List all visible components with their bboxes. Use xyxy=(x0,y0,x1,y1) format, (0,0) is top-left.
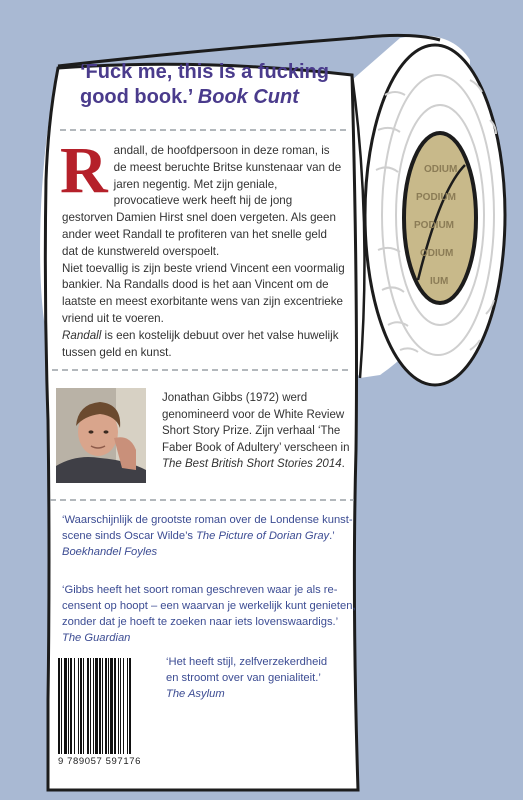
barcode-bar xyxy=(74,658,75,754)
review-text: ‘Waarschijnlijk de grootste roman over de Londense kunstscene sinds Oscar Wilde’s xyxy=(62,514,353,542)
barcode-bar xyxy=(95,658,98,754)
barcode-bar xyxy=(87,658,89,754)
author-bio xyxy=(162,390,352,473)
barcode-bar xyxy=(129,658,131,754)
barcode-bar xyxy=(118,658,119,754)
synopsis-paragraph-1 xyxy=(60,134,345,261)
headline-quote-text: ‘Fuck me, this is a fucking good book.’ xyxy=(80,61,329,108)
barcode-bar xyxy=(93,658,94,754)
author-bio-book: The Best British Short Stories 2014 xyxy=(162,458,342,470)
barcode-bar xyxy=(61,658,62,754)
review-source: Boekhandel Foyles xyxy=(62,546,158,558)
barcode-bar xyxy=(83,658,84,754)
review-text-end: .’ xyxy=(329,530,335,542)
barcode-bar xyxy=(108,658,109,754)
barcode-bar xyxy=(80,658,82,754)
headline-quote xyxy=(80,60,370,110)
barcode-bar xyxy=(58,658,60,754)
review-source: The Asylum xyxy=(166,688,225,700)
review-text: ‘Gibbs heeft het soort roman geschreven waar je als recensent op hoopt – een waarvan je werkelijk kunt genieten, zonder dat je hoeft te zoeken naar iets lovenswaardigs.’ xyxy=(62,584,356,628)
review-source: The Guardian xyxy=(62,632,131,644)
barcode-bar xyxy=(110,658,113,754)
synopsis-paragraph-2: Niet toevallig is zijn beste vriend Vincent een voormalig bankier. Na Randalls dood is het aan Vincent om de laatste en meest exorbitante wens van zijn excentrieke vriend uit te voeren. xyxy=(62,261,345,325)
core-stamp: ODIUM xyxy=(420,248,454,259)
barcode-bar xyxy=(123,658,124,754)
barcode-bar xyxy=(120,658,121,754)
isbn-number: 9 789057 597176 xyxy=(58,756,141,767)
core-stamp: ODIUM xyxy=(424,164,458,175)
review-text: ‘Het heeft stijl, zelfverzekerdheid en stroomt over van genialiteit.’ xyxy=(166,656,328,684)
synopsis-text-3: is een kostelijk debuut over het valse huwelijk tussen geld en kunst. xyxy=(62,328,339,359)
drop-cap: R xyxy=(60,134,108,207)
barcode-bar xyxy=(105,658,107,754)
synopsis-book-title: Randall xyxy=(62,328,102,342)
synopsis xyxy=(60,134,345,361)
author-photo xyxy=(56,388,146,483)
review-quote xyxy=(62,582,357,646)
review-quote xyxy=(62,512,357,560)
synopsis-text-1: andall, de hoofdpersoon in deze roman, is de meest beruchte Britse kunstenaar van de jaren negentig. Met zijn geniale, provocatieve werk heeft hij de jong gestorven Damien Hirst snel doen vergeten. Als geen ander weet Randall te profiteren van het snelle geld dat de kunstwereld overspoelt. xyxy=(62,144,342,258)
barcode-bar xyxy=(90,658,91,754)
barcode-bar xyxy=(102,658,103,754)
synopsis-paragraph-3 xyxy=(62,328,345,362)
author-bio-end: . xyxy=(341,458,345,470)
core-stamp: IUM xyxy=(430,276,449,287)
barcode-bar xyxy=(70,658,72,754)
barcode-bar xyxy=(114,658,116,754)
barcode-bar xyxy=(78,658,79,754)
author-bio-text: Jonathan Gibbs (1972) werd genomineerd voor de White Review Short Story Prize. Zijn verhaal ‘The Faber Book of Adultery’ verscheen in xyxy=(162,392,350,454)
core-stamp: PODIUM xyxy=(414,220,454,231)
headline-quote-source: Book Cunt xyxy=(197,86,299,108)
review-quote xyxy=(166,654,336,702)
barcode-bar xyxy=(99,658,101,754)
review-title: The Picture of Dorian Gray xyxy=(196,530,330,542)
barcode-bar xyxy=(127,658,128,754)
barcode-bar xyxy=(64,658,67,754)
barcode-bar xyxy=(68,658,69,754)
core-stamp: PODIUM xyxy=(416,192,456,203)
